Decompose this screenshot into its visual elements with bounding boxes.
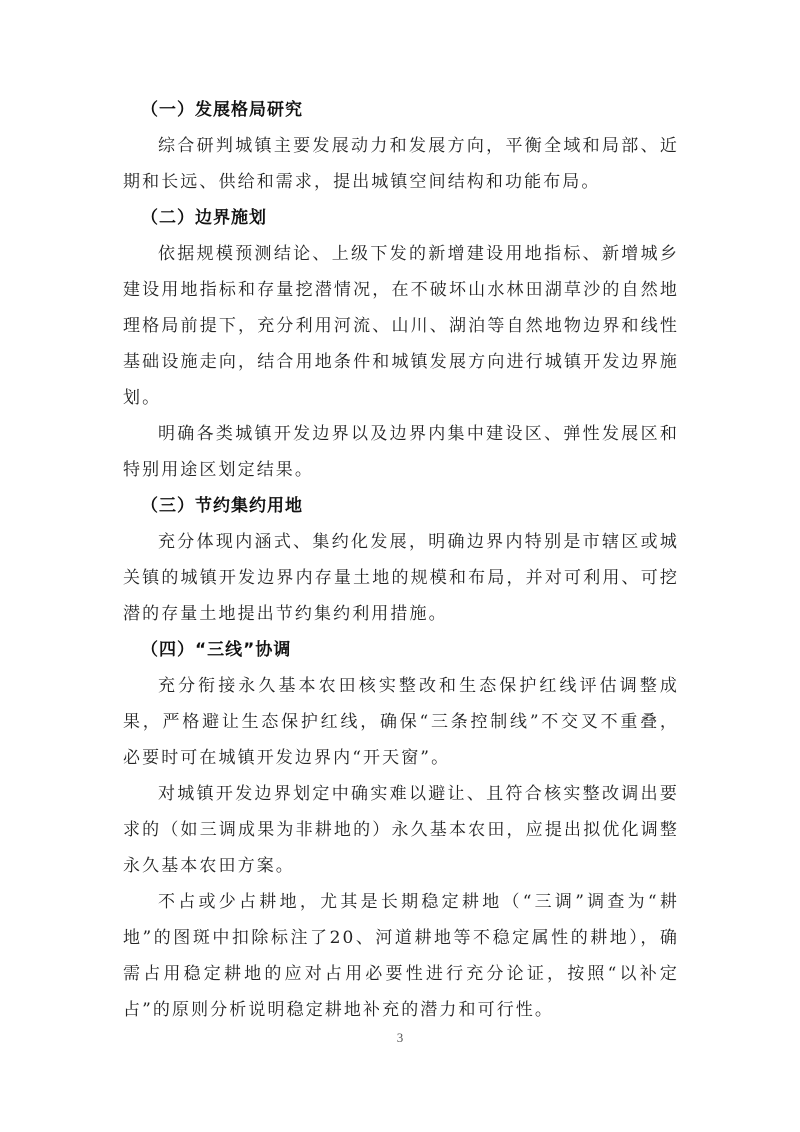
paragraph: 充分体现内涵式、集约化发展，明确边界内特别是市辖区或城关镇的城镇开发边界内存量土地的规模和布局，并对可利用、可挖潜的存量土地提出节约集约利用措施。 (123, 532, 679, 624)
paragraph: 明确各类城镇开发边界以及边界内集中建设区、弹性发展区和特别用途区划定结果。 (123, 424, 679, 480)
document-page (123, 92, 679, 1028)
section-intensive-land-use (123, 488, 679, 632)
section-development-pattern (123, 92, 679, 200)
page-number: 3 (396, 1030, 404, 1045)
section-heading: （四）“三线”协调 (141, 640, 292, 660)
paragraph: 对城镇开发边界划定中确实难以避让、且符合核实整改调出要求的（如三调成果为非耕地的）永久基本农田，应提出拟优化调整永久基本农田方案。 (123, 784, 679, 876)
paragraph: 不占或少占耕地，尤其是长期稳定耕地（“三调”调查为“耕地”的图斑中扣除标注了20、河道耕地等不稳定属性的耕地），确需占用稳定耕地的应对占用必要性进行充分论证，按照“以补定占”的原则分析说明稳定耕地补充的潜力和可行性。 (123, 892, 679, 1020)
paragraph: 综合研判城镇主要发展动力和发展方向，平衡全域和局部、近期和长远、供给和需求，提出城镇空间结构和功能布局。 (123, 136, 679, 192)
section-heading: （一）发展格局研究 (141, 100, 303, 120)
section-heading: （二）边界施划 (141, 208, 267, 228)
section-three-lines-coordination (123, 632, 679, 1028)
paragraph: 充分衔接永久基本农田核实整改和生态保护红线评估调整成果，严格避让生态保护红线，确保“三条控制线”不交叉不重叠，必要时可在城镇开发边界内“开天窗”。 (123, 676, 679, 768)
paragraph: 依据规模预测结论、上级下发的新增建设用地指标、新增城乡建设用地指标和存量挖潜情况，在不破坏山水林田湖草沙的自然地理格局前提下，充分利用河流、山川、湖泊等自然地物边界和线性基础设施走向，结合用地条件和城镇发展方向进行城镇开发边界施划。 (123, 244, 679, 408)
section-heading: （三）节约集约用地 (141, 496, 303, 516)
section-boundary-delineation (123, 200, 679, 488)
